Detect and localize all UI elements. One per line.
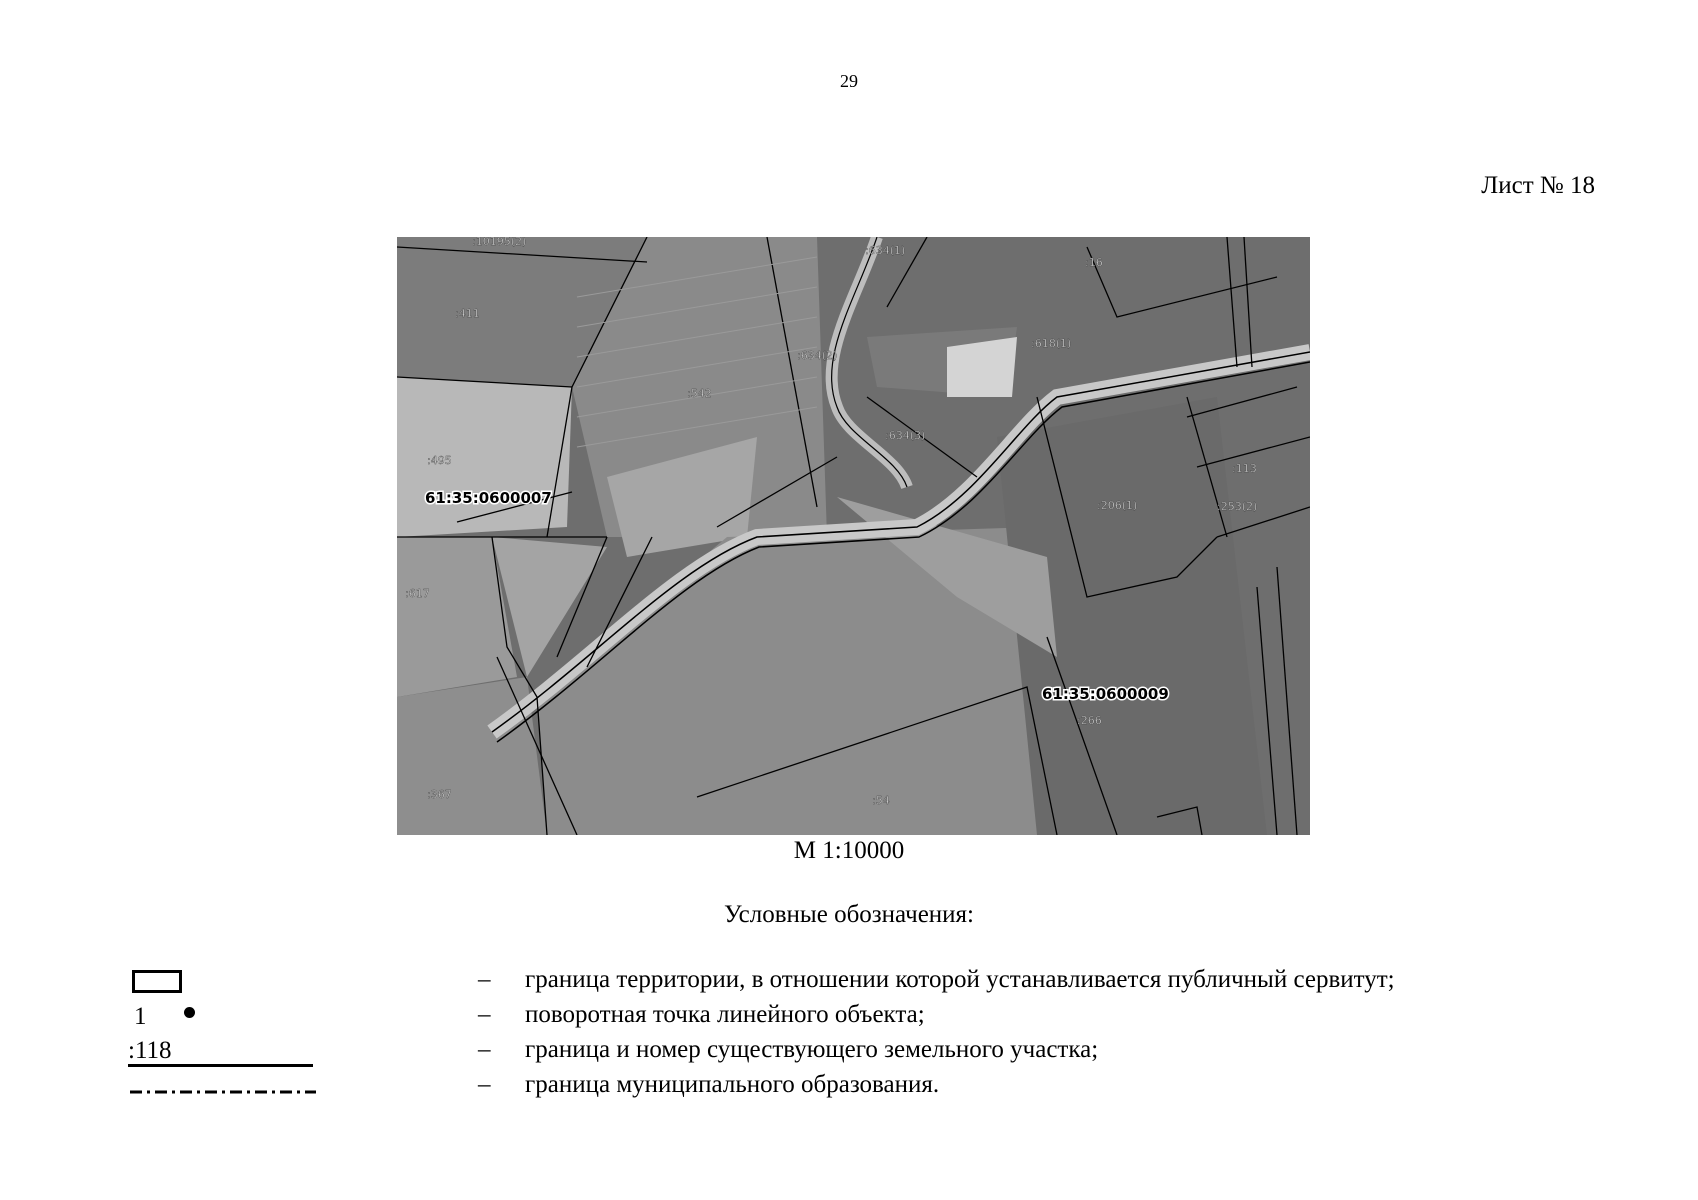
sheet-label: Лист № 18 (1481, 172, 1595, 199)
legend-text: граница и номер существующего земельного участка; (525, 1036, 1099, 1063)
parcel-label: :206(1) (1097, 499, 1138, 512)
parcel-label: :253(2) (1217, 500, 1258, 513)
legend-item (0, 966, 1698, 998)
legend-text: граница муниципального образования. (525, 1071, 940, 1098)
parcel-label: :54 (872, 794, 890, 807)
parcel-label: :617 (405, 587, 430, 600)
parcel-label: :634(3) (885, 429, 926, 442)
legend-item (0, 1036, 1698, 1068)
point-icon (184, 1007, 195, 1018)
legend-dash: – (478, 966, 491, 993)
cadastral-map (397, 237, 1310, 835)
servitude-boundary-symbol (128, 966, 318, 998)
legend-item (0, 1001, 1698, 1033)
map-scale: М 1:10000 (793, 837, 905, 864)
parcel-label: :495 (427, 454, 452, 467)
legend-item (0, 1071, 1698, 1103)
legend-text: поворотная точка линейного объекта; (525, 1001, 925, 1028)
turning-point-symbol (128, 1001, 318, 1033)
parcel-label: :113 (1232, 462, 1257, 475)
parcel-label: :367 (427, 788, 452, 801)
parcel-label: :634(1) (865, 244, 906, 257)
legend-dash: – (478, 1036, 491, 1063)
parcel-label: :618(1) (1031, 337, 1072, 350)
parcel-label: :411 (455, 307, 480, 320)
cadastral-quarter-label: 61:35:0600007 (425, 489, 552, 507)
parcel-label: :266 (1077, 714, 1102, 727)
legend-dash: – (478, 1071, 491, 1098)
parcel-label: :16 (1085, 256, 1103, 269)
legend-dash: – (478, 1001, 491, 1028)
parcel-boundary-symbol (128, 1036, 318, 1068)
cadastral-quarter-label: 61:35:0600009 (1042, 685, 1169, 703)
parcel-label: :10195(2) (472, 237, 527, 248)
turning-point-number: 1 (134, 1003, 147, 1030)
legend-title: Условные обозначения: (723, 901, 975, 928)
municipal-boundary-symbol (128, 1071, 318, 1103)
page-number: 29 (840, 71, 858, 91)
parcel-label: :542 (687, 387, 712, 400)
parcel-label: :634(2) (797, 349, 838, 362)
parcel-number-example: :118 (128, 1038, 313, 1067)
legend-text: граница территории, в отношении которой устанавливается публичный сервитут; (525, 966, 1395, 993)
